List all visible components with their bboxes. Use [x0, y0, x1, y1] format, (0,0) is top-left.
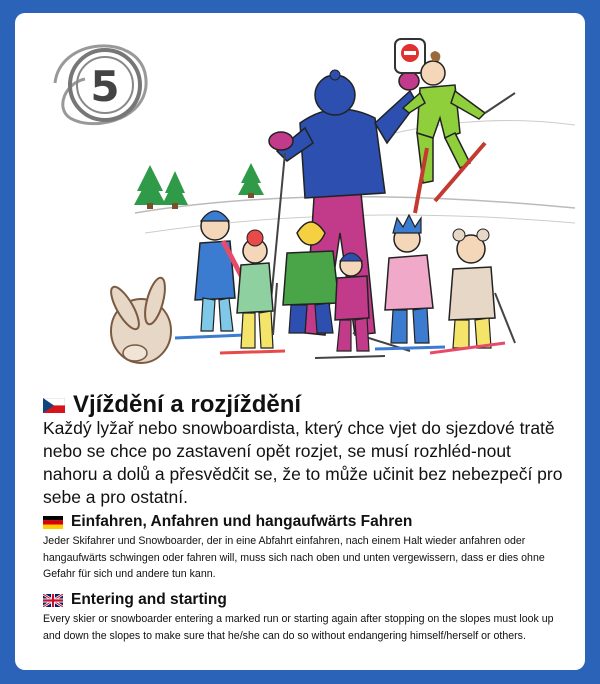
german-title-text: Einfahren, Anfahren und hangaufwärts Fahren [71, 513, 413, 530]
german-flag-icon [43, 516, 63, 529]
czech-flag-icon [43, 398, 65, 413]
rule-number: 5 [90, 62, 120, 111]
czech-section-title [43, 391, 301, 419]
english-section [43, 591, 568, 644]
uk-flag-icon [43, 594, 63, 607]
rule-card [15, 13, 585, 670]
rule-number-badge [55, 46, 146, 124]
illustration [15, 13, 585, 383]
german-section [43, 513, 568, 583]
tree-icon [134, 163, 264, 209]
rabbit-illustration [106, 276, 171, 363]
child-skier-1 [175, 211, 245, 338]
child-skier-5 [375, 215, 445, 349]
english-section-title [43, 591, 568, 609]
jumping-skier-illustration [403, 51, 515, 213]
german-body-text: Jeder Skifahrer und Snowboarder, der in eine Abfahrt einfahren, nach einem Halt wieder anfahren oder hangaufwärts schwingen oder fahren will, muss sich nach oben und unten vergewissern, dass er dies ohne Gefahr für sich und andere tun kann. [43, 535, 545, 580]
czech-body-text: Každý lyžař nebo snowboardista, který chce vjet do sjezdové tratě nebo se chce po zastavení opět rozjet, se musí rozhléd-nout nahoru a dolů a přesvědčit se, že to může učinit bez nebezpečí pro sebe a pro ostatní. [43, 418, 563, 507]
czech-title-text: Vjíždění a rozjíždění [73, 391, 302, 418]
english-title-text: Entering and starting [71, 591, 227, 608]
stop-sign-icon [395, 39, 425, 73]
child-skier-6 [430, 229, 515, 353]
english-body-text: Every skier or snowboarder entering a marked run or starting again after stopping on the slopes must look up and down the slopes to make sure that he/she can do so without endangering himself/herself or others. [43, 613, 554, 642]
german-section-title [43, 513, 568, 531]
